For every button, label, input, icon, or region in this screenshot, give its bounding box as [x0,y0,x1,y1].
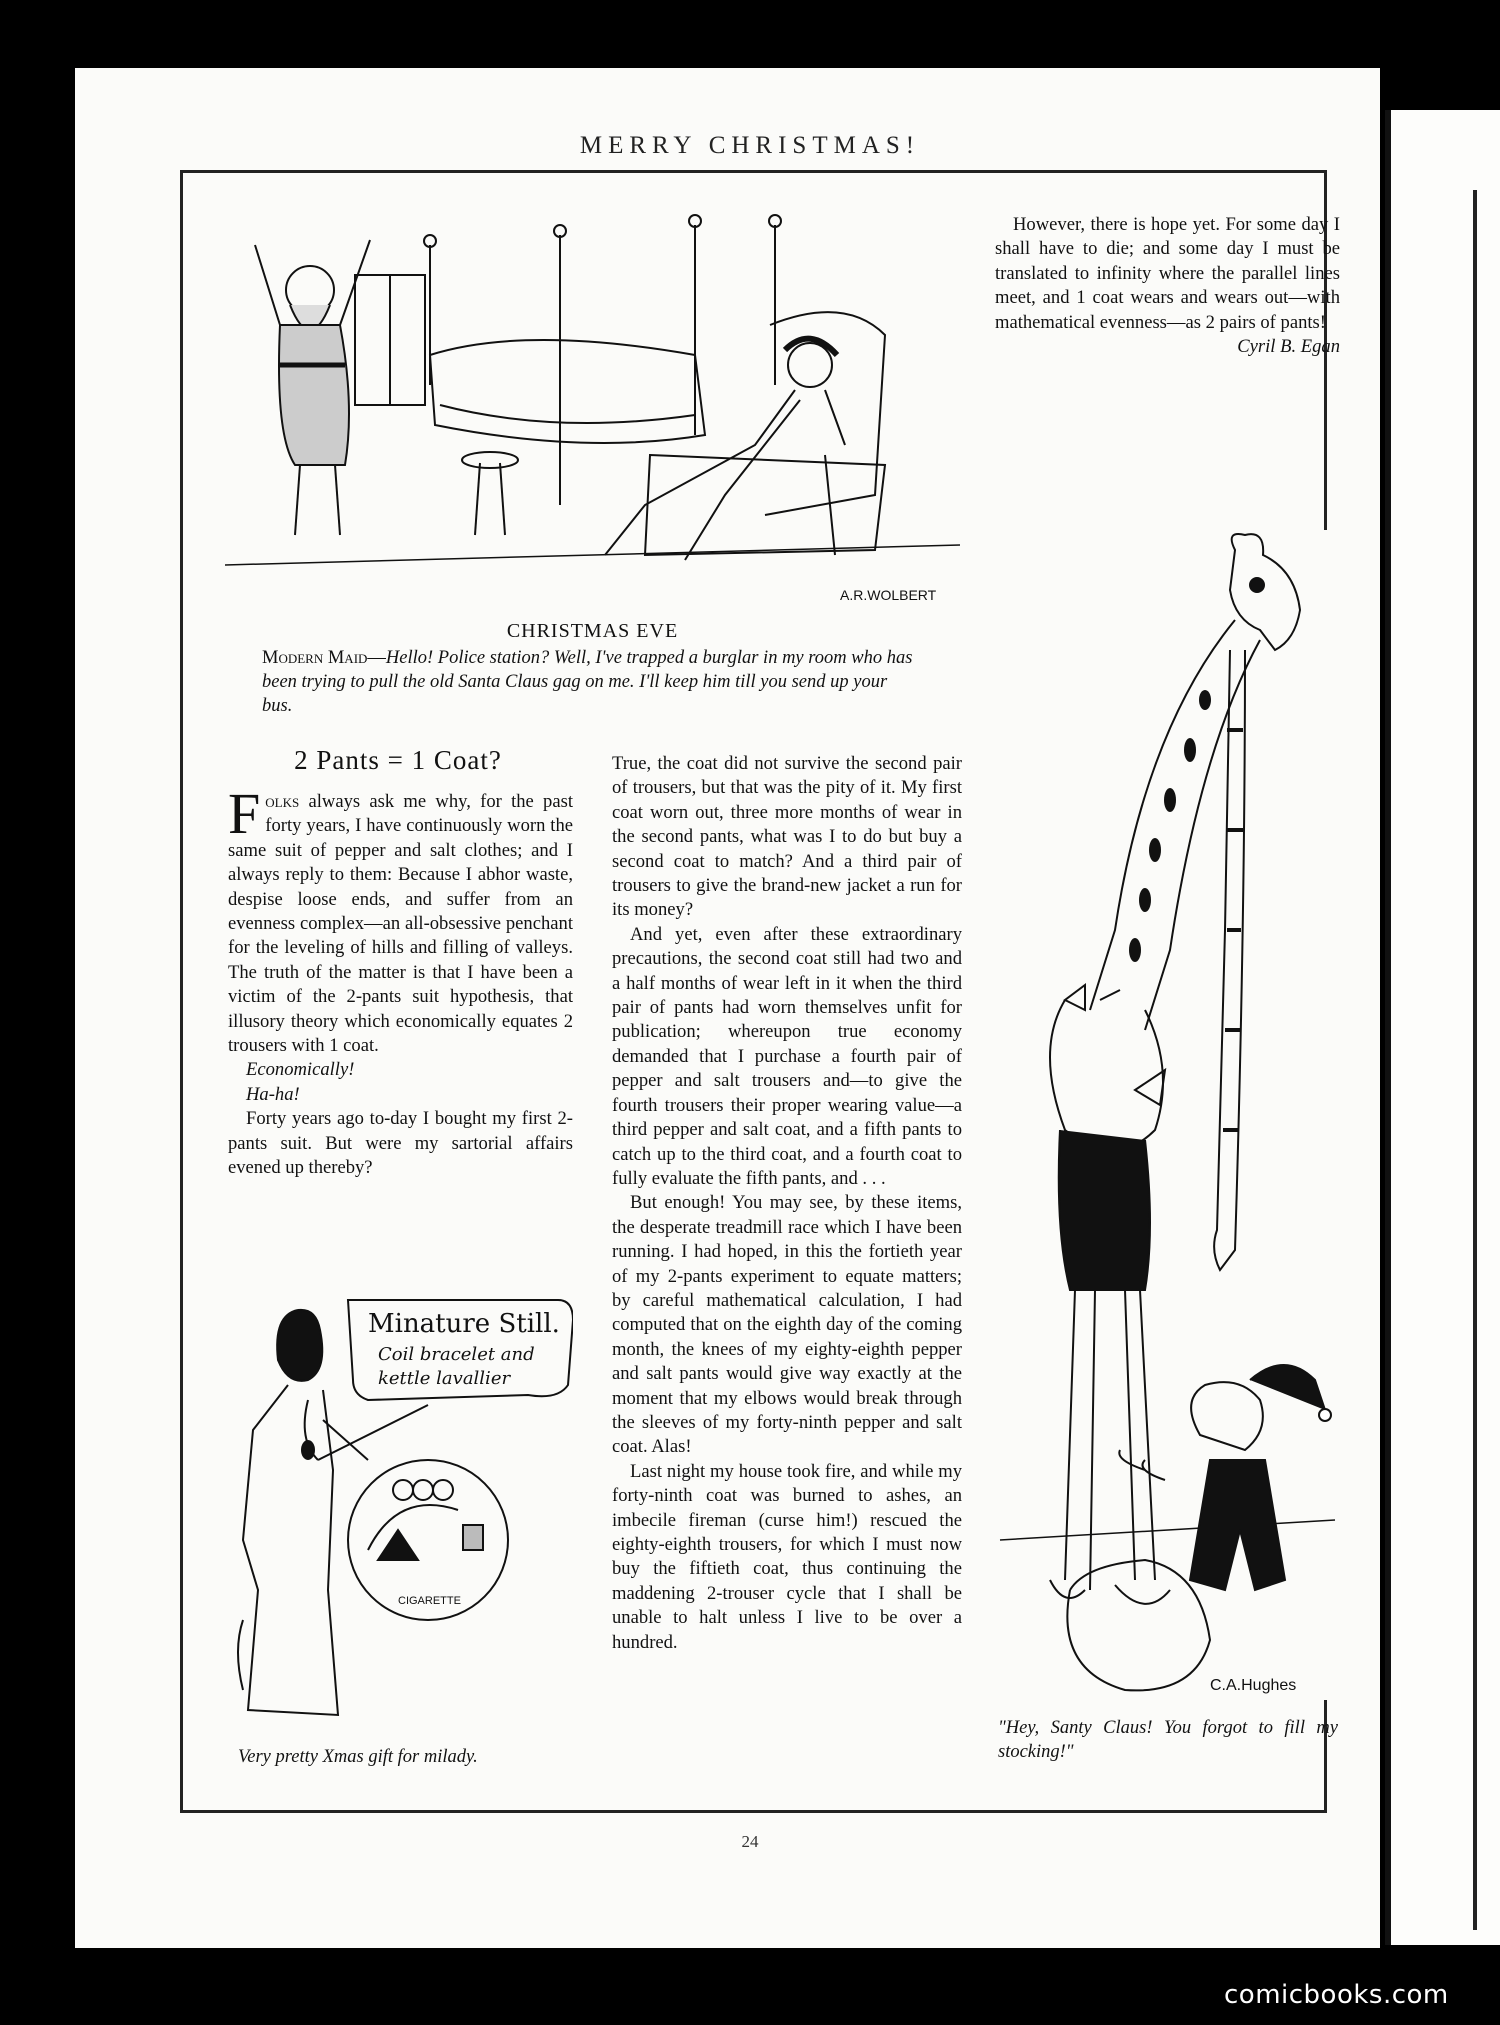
exclaim-economically: Economically! [246,1059,355,1081]
cartoon-title: CHRISTMAS EVE [506,620,679,642]
still-sign-line-1: Minature Still. [368,1309,560,1339]
article-column-2 [612,752,962,1655]
article-column-1 [228,781,573,1181]
caption-speaker: Modern Maid— [262,648,386,668]
cartoon-caption [262,646,922,718]
still-cartoon-caption: Very pretty Xmas gift for milady. [238,1747,478,1767]
still-sign-line-3: kettle lavallier [378,1368,511,1389]
christmas-eve-cartoon [225,205,960,610]
paragraph-5: But enough! You may see, by these items, the desperate treadmill race which I have been running. I had hoped, in this the fortieth year of my 2-pants experiment to equate matters; by careful mathematical calculation, I had computed that on the eighth day of the coming month, the knees of my eighty-eighth pepper and salt pants would give way exactly at the moment that my elbows would break through the sleeves of my forty-ninth pepper and salt coat. Alas! [612,1192,962,1458]
paragraph-6: Last night my house took fire, and while my forty-ninth coat was burned to ashes, an imbecile fireman (curse him!) rescued the eighty-eighth trousers, for which I must now buy the fiftieth coat, thus continuing the maddening 2-trouser cycle that I shall be unable to halt unless I live to be over a hundred. [612,1460,962,1653]
running-head: MERRY CHRISTMAS! [579,132,921,159]
paragraph-4: And yet, even after these extraordinary precautions, the second coat still had two and a half months of wear left in it when the third pair of pants had worn themselves unfit for publication; whereupon true economy demanded that I purchase a fourth pair of pepper and salt trousers and—to give the fourth trousers their proper wearing value—a third pepper and salt coat, and a fifth pants to catch up to the third coat, and a fourth coat to fully evaluate the fifth pants, and . . . [612,923,962,1189]
still-label: CIGARETTE [398,1595,461,1607]
giraffe-cartoon-signature: C.A.Hughes [1210,1677,1297,1694]
exclaim-haha: Ha-ha! [246,1083,300,1105]
page-number: 24 [741,1832,759,1851]
paragraph-3: True, the coat did not survive the second pair of trousers, but that was the pity of it. My first coat worn out, three more months of wear in the second pants, what was I to do but buy a second coat to match? And a third pair of trousers to give the brand-new jacket a run for its money? [612,753,962,921]
giraffe-cartoon-caption: "Hey, Santy Claus! You forgot to fill my stocking!" [998,1718,1338,1762]
article-headline: 2 Pants = 1 Coat? [294,745,502,775]
paragraph-7: However, there is hope yet. For some day I shall have to die; and some day I must be translated to infinity where the parallel lines meet, and 1 coat wears and wears out—with mathematical evenness—as 2 pairs of pants! [995,214,1340,333]
miniature-still-cartoon [228,1290,573,1740]
still-sign-line-2: Coil bracelet and [378,1344,535,1365]
paragraph-1: always ask me why, for the past forty years, I have continuously worn the same suit of pepper and salt clothes; and I always reply to them: Because I abhor waste, despise loose ends, and suffer from an evenness complex—an all-obsessive penchant for the leveling of hills and filling of valleys. The truth of the matter is that I have been a victim of the 2-pants suit hypothesis, that illusory theory which economically equates 2 trousers with 1 coat. [228,791,573,1057]
facing-page-edge [1385,110,1500,1945]
lead-smallcaps: olks [265,791,300,812]
article-column-3 [995,213,1340,359]
caption-speech: Hello! Police station? Well, I've trapped a burglar in my room who has been trying to pull the old Santa Claus gag on me. I'll keep him till you send up your bus. [262,648,913,716]
paragraph-2: Forty years ago to-day I bought my first 2-pants suit. But were my sartorial affairs evened up thereby? [228,1108,573,1179]
giraffe-cartoon [995,530,1340,1700]
top-cartoon-signature: A.R.WOLBERT [840,587,937,603]
watermark: comicbooks.com [1224,1980,1449,2010]
drop-cap: F [228,781,261,846]
author-signature: Cyril B. Egan [1237,336,1340,358]
